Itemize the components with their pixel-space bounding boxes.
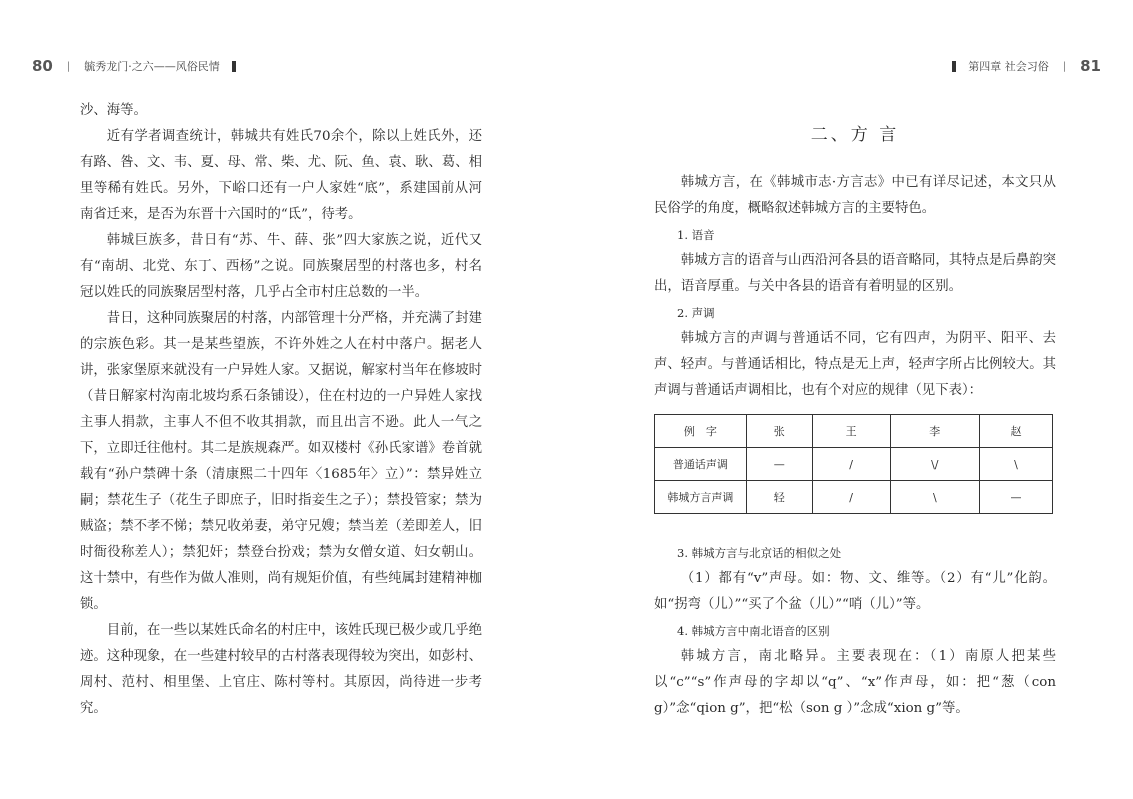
table-cell: \	[980, 448, 1053, 481]
header-block-mark-right	[952, 61, 956, 72]
table-row	[655, 448, 1053, 481]
section-title: 二、方 言	[810, 125, 900, 145]
table-cell: 普通话声调	[655, 448, 747, 481]
paragraph: 昔日，这种同族聚居的村落，内部管理十分严格，并充满了封建的宗族色彩。其一是某些望族，不许外姓之人在村中落户。据老人讲，张家堡原来就没有一户异姓人家。又据说，解家村当年在修坡时（昔日解家村沟南北坡均系石条铺设），住在村边的一户异姓人家找主事人捐款，主事人不但不收其捐款，而且出言不逊。此人一气之下，立即迁往他村。其二是族规森严。如双楼村《孙氏家谱》卷首就载有“孙户禁碑十条（清康熙二十四年〈1685年〉立）”：禁异姓立嗣；禁花生子（花生子即庶子，旧时指妾生之子）；禁投管家；禁为贼盗；禁不孝不悌；禁兄收弟妻，弟守兄嫂；禁当差（差即差人，旧时衙役称差人）；禁犯奸；禁登台扮戏；禁为女僧女道、妇女朝山。这十禁中，有些作为做人准则，尚有规矩价值，有些纯属封建精神枷锁。	[80, 311, 482, 612]
table-cell: 轻	[746, 481, 812, 514]
intro-paragraph: 韩城方言，在《韩城市志·方言志》中已有详尽记述，本文只从民俗学的角度，概略叙述韩城方言的主要特色。	[654, 175, 1056, 216]
table-cell: 韩城方言声调	[655, 481, 747, 514]
table-cell: /	[812, 448, 890, 481]
table-cell: /	[812, 481, 890, 514]
right-page	[566, 0, 1133, 799]
left-page	[0, 0, 566, 799]
paragraph: 韩城巨族多，昔日有“苏、牛、薛、张”四大家族之说，近代又有“南胡、北党、东丁、西杨”之说。同族聚居型的村落也多，村名冠以姓氏的同族聚居型村落，几乎占全市村庄总数的一半。	[80, 233, 482, 300]
paragraph: 近有学者调查统计，韩城共有姓氏70余个，除以上姓氏外，还有路、昝、文、韦、夏、母、常、柴、尤、阮、鱼、袁、耿、葛、相里等稀有姓氏。另外，下峪口还有一户人家姓“底”，系建国前从河南省迁来，是否为东晋十六国时的“氐”，待考。	[80, 129, 482, 222]
running-title-left: 毓秀龙门·之六——风俗民情	[84, 60, 220, 73]
right-page-header	[940, 56, 1101, 76]
table-header-cell: 赵	[980, 415, 1053, 448]
running-title-right: 第四章 社会习俗	[968, 60, 1049, 73]
table-header-cell: 王	[812, 415, 890, 448]
table-header-cell: 例 字	[655, 415, 747, 448]
paragraph-pronunciation: 韩城方言的语音与山西沿河各县的语音略同，其特点是后鼻韵突出，语音厚重。与关中各县的语音有着明显的区别。	[654, 253, 1056, 294]
table-header-cell: 张	[746, 415, 812, 448]
header-block-mark-left	[232, 61, 236, 72]
subheading-similarities: 3. 韩城方言与北京话的相似之处	[677, 546, 842, 560]
paragraph: 沙、海等。	[80, 103, 147, 118]
table-header-row	[655, 415, 1053, 448]
left-page-header	[32, 56, 248, 76]
left-body-text	[80, 98, 482, 722]
tone-comparison-table	[654, 414, 1053, 514]
table-cell: \/	[890, 448, 980, 481]
right-body-text-top	[654, 170, 1056, 404]
paragraph: 目前，在一些以某姓氏命名的村庄中，该姓氏现已极少或几乎绝迹。这种现象，在一些建村较早的古村落表现得较为突出，如彭村、周村、范村、相里堡、上官庄、陈村等村。其原因，尚待进一步考究。	[80, 623, 482, 716]
subheading-pronunciation: 1. 语音	[677, 228, 715, 242]
table-cell: —	[746, 448, 812, 481]
page-number-right: 81	[1080, 57, 1101, 75]
paragraph-similarities: （1）都有“v”声母。如：物、文、维等。（2）有“儿”化韵。如“拐弯（儿）”“买了个盆（儿）”“哨（儿）”等。	[654, 571, 1056, 612]
header-divider-right: |	[1062, 60, 1067, 72]
table-cell: —	[980, 481, 1053, 514]
subheading-differences: 4. 韩城方言中南北语音的区别	[677, 624, 830, 638]
table-row	[655, 481, 1053, 514]
paragraph-tones: 韩城方言的声调与普通话不同，它有四声，为阴平、阳平、去声、轻声。与普通话相比，特点是无上声，轻声字所占比例较大。其声调与普通话声调相比，也有个对应的规律（见下表）：	[654, 331, 1056, 398]
paragraph-differences: 韩城方言，南北略异。主要表现在：（1）南原人把某些以“c”“s”作声母的字却以“q”、“x”作声母，如：把“葱（con g）”念“qion g”，把“松（son g ）”念成“xion g”等。	[654, 649, 1056, 716]
right-body-text-bottom	[654, 540, 1056, 722]
subheading-tones: 2. 声调	[677, 306, 715, 320]
table-header-cell: 李	[890, 415, 980, 448]
header-divider-left: |	[66, 60, 71, 72]
table-cell: \	[890, 481, 980, 514]
page-number-left: 80	[32, 57, 53, 75]
